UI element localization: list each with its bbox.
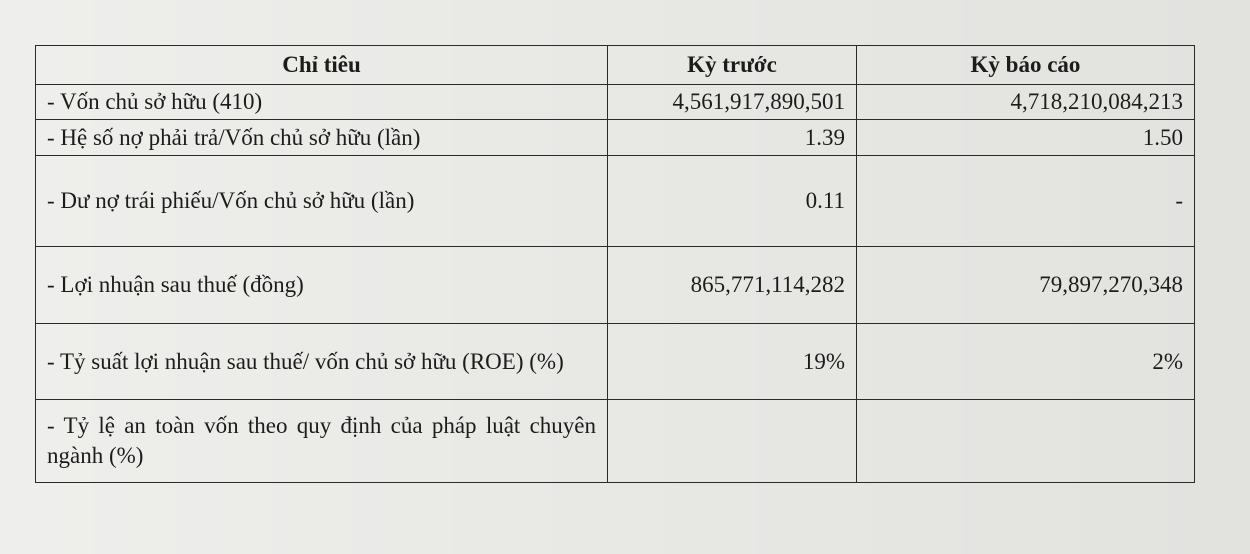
row-label-bond-ratio: - Dư nợ trái phiếu/Vốn chủ sở hữu (lần) [36,156,608,247]
cell-current-bond-ratio: - [857,156,1195,247]
financial-indicators-table [35,45,1195,483]
header-previous-period: Kỳ trước [608,46,857,85]
cell-prev-equity: 4,561,917,890,501 [608,85,857,120]
cell-prev-roe: 19% [608,324,857,400]
table-row [36,400,1195,483]
cell-current-equity: 4,718,210,084,213 [857,85,1195,120]
table-header-row [36,46,1195,85]
row-label-equity: - Vốn chủ sở hữu (410) [36,85,608,120]
table-row [36,85,1195,120]
cell-prev-bond-ratio: 0.11 [608,156,857,247]
cell-prev-capital-adequacy [608,400,857,483]
table-row [36,156,1195,247]
cell-current-roe: 2% [857,324,1195,400]
row-label-debt-ratio: - Hệ số nợ phải trả/Vốn chủ sở hữu (lần) [36,120,608,156]
cell-prev-debt-ratio: 1.39 [608,120,857,156]
cell-current-net-profit: 79,897,270,348 [857,247,1195,324]
cell-current-debt-ratio: 1.50 [857,120,1195,156]
row-label-capital-adequacy: - Tỷ lệ an toàn vốn theo quy định của pháp luật chuyên ngành (%) [36,400,608,483]
cell-current-capital-adequacy [857,400,1195,483]
table-row [36,324,1195,400]
cell-prev-net-profit: 865,771,114,282 [608,247,857,324]
header-reporting-period: Kỳ báo cáo [857,46,1195,85]
header-indicator: Chỉ tiêu [36,46,608,85]
table-row [36,120,1195,156]
row-label-net-profit: - Lợi nhuận sau thuế (đồng) [36,247,608,324]
table-row [36,247,1195,324]
row-label-roe: - Tỷ suất lợi nhuận sau thuế/ vốn chủ sở hữu (ROE) (%) [36,324,608,400]
